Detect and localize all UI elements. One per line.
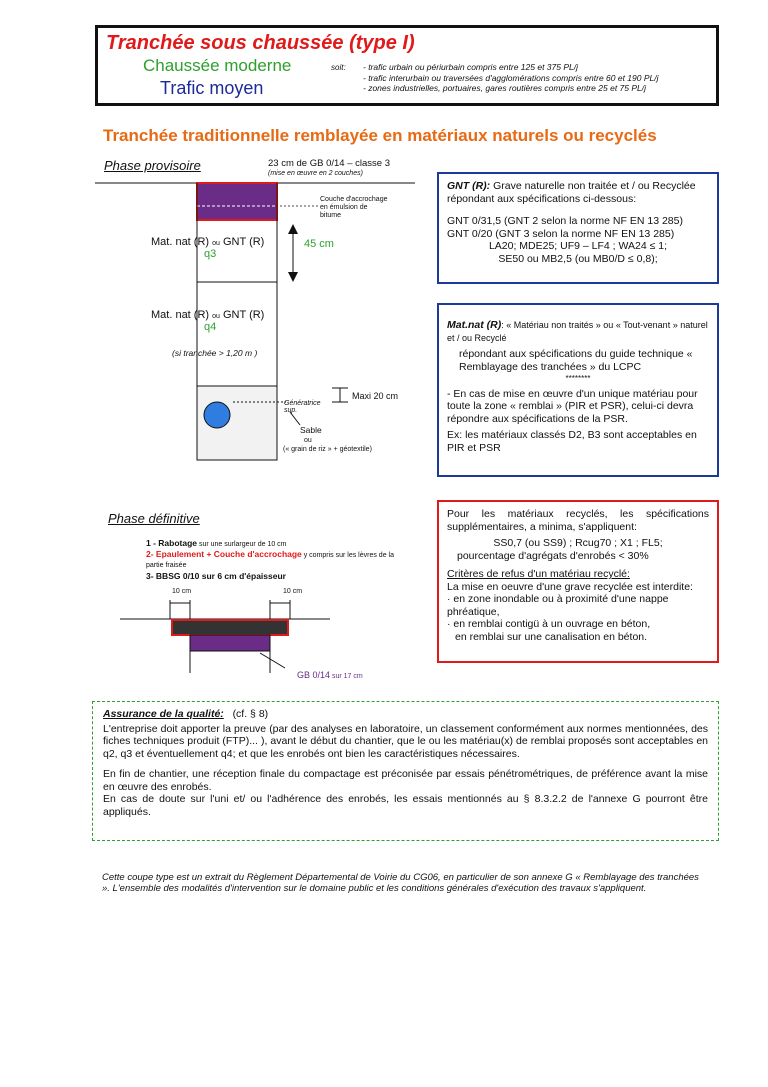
sable-ou: ou [304, 437, 312, 444]
gb-sub: (mise en œuvre en 2 couches) [268, 170, 363, 177]
step-2-text: 2- Epaulement + Couche d'accrochage [146, 549, 302, 559]
header-box [95, 25, 719, 106]
header-line-1: Chaussée moderne [143, 56, 292, 75]
qa-p1: L'entreprise doit apporter la preuve (par des analyses en laboratoire, un classement conformément aux normes mentionnées, des fiches techniques produit (FTP)... ), avant le début du chantier, que le ou les matériau(x) de remblai proposés sont acceptables en q2, q3 et éventuellement q4; et que les enrobés ont bien les caractéristiques nécessaires. [103, 722, 708, 760]
couche-label: Couche d'accrochage en émulsion de bitume [320, 196, 388, 219]
mat-nat: Mat. nat (R) [151, 309, 210, 321]
maxi-label: Maxi 20 cm [352, 391, 399, 401]
phase-definitive-label: Phase définitive [108, 511, 200, 526]
step-1-text: 1 - Rabotage [146, 538, 198, 548]
si-tranchee: (si tranchée > 1,20 m ) [172, 348, 258, 358]
gnt: GNT (R) [223, 309, 265, 321]
qa-ref: (cf. § 8) [232, 708, 269, 720]
step-2 [146, 550, 406, 570]
gb-def-label [297, 670, 363, 680]
header-note: - trafic interurbain ou traversées d'agglomérations compris entre 60 et 190 PL/j [363, 72, 659, 83]
rec-p3: pourcentage d'agrégats d'enrobés < 30% [457, 549, 649, 562]
mat-nat-box [437, 303, 719, 477]
dim-10-right: 10 cm [283, 588, 303, 595]
dim-45: 45 cm [304, 238, 334, 250]
gnt-l3: LA20; MDE25; UF9 – LF4 ; WA24 ≤ 1; [488, 240, 668, 252]
gnt-l4: SE50 ou MB2,5 (ou MB0/D ≤ 0,8); [498, 252, 658, 265]
main-title: Tranchée traditionnelle remblayée en matériaux naturels ou recyclés [103, 126, 657, 145]
trench-diagram-definitive [115, 595, 335, 675]
grain-label: (« grain de riz » + géotextile) [283, 446, 372, 453]
gnt-title: GNT (R): [447, 180, 491, 192]
dim-10-left: 10 cm [172, 588, 192, 595]
step-3: 3- BBSG 0/10 sur 6 cm d'épaisseur [146, 571, 286, 581]
mat-t3: - En cas de mise en œuvre d'un unique matériau pour toute la zone « remblai » (PIR et PSR), celui-ci devra répondre aux spécifications de la PSR. [447, 387, 698, 425]
header-notes [363, 62, 659, 94]
gnt-box [437, 172, 719, 284]
quality-box [92, 701, 719, 841]
gnt-intro: Grave naturelle non traitée et / ou Recyclée répondant aux spécifications ci-dessous: [447, 180, 696, 205]
qa-p2: En fin de chantier, une réception finale du compactage est préconisée par essais pénétrométriques, de préférence avant la mise en œuvre des enrobés. [103, 768, 708, 793]
rec-c1: · en zone inondable ou à proximité d'une nappe phréatique, [447, 593, 669, 618]
footer-note: Cette coupe type est un extrait du Règlement Départemental de Voirie du CG06, en particulier de son annexe G « Remblayage des tranchées ». L'ensemble des modalités d'intervention sur le domaine public et les conditions générales d'exécution des travaux s'appliquent. [102, 872, 699, 894]
recycle-box [437, 500, 719, 663]
header-title: Tranchée sous chaussée (type I) [106, 32, 415, 54]
q4-label: q4 [204, 321, 217, 333]
phase-provisoire-label: Phase provisoire [104, 158, 201, 173]
mat-stars: ******** [565, 374, 591, 383]
step-1-sub: sur une surlargeur de 10 cm [197, 541, 287, 548]
mat-title: Mat.nat (R) [447, 319, 502, 331]
mat-t2: répondant aux spécifications du guide technique « Remblayage des tranchées » du LCPC [459, 348, 693, 373]
rec-c2: · en remblai contigü à un ouvrage en béton, [447, 618, 651, 630]
mat-t4: Ex: les matériaux classés D2, B3 sont acceptables en PIR et PSR [447, 429, 697, 454]
gb-def-text: GB 0/14 [297, 670, 331, 680]
header-note: - trafic urbain ou périurbain compris entre 125 et 375 PL/j [363, 62, 578, 72]
gnt-l1: GNT 0/31,5 (GNT 2 selon la norme NF EN 13 285) [447, 215, 683, 227]
q3-label: q3 [204, 248, 217, 260]
rec-c3: en remblai sur une canalisation en béton. [455, 630, 648, 643]
rec-p2: SS0,7 (ou SS9) ; Rcug70 ; X1 ; FL5; [493, 537, 663, 549]
sable-label: Sable [300, 425, 322, 435]
layer-q4-label [151, 309, 264, 321]
header-note: - zones industrielles, portuaires, gares routières compris entre 25 et 75 PL/j [363, 83, 646, 93]
rec-c0: La mise en oeuvre d'une grave recyclée est interdite: [447, 580, 693, 593]
rec-p1: Pour les matériaux recyclés, les spécifications supplémentaires, a minima, s'appliquent: [447, 508, 709, 533]
ou: ou [212, 240, 220, 247]
qa-p3: En cas de doute sur l'uni et/ ou l'adhérence des enrobés, les essais mentionnés au § 8.3.2.2 de l'annexe G pourront être appliqués. [103, 793, 708, 818]
ou: ou [212, 313, 220, 320]
header-soit: soit: [331, 63, 346, 72]
gnt: GNT (R) [223, 236, 265, 248]
qa-title: Assurance de la qualité: [103, 708, 224, 720]
gb-def-sub: sur 17 cm [330, 673, 363, 680]
header-line-2: Trafic moyen [160, 78, 264, 98]
step-1 [146, 538, 287, 548]
step-2-sub: y compris sur les lèvres de la partie fraisée [146, 552, 394, 569]
layer-q3-label [151, 236, 264, 248]
gb-label: 23 cm de GB 0/14 – classe 3 [268, 158, 390, 169]
mat-nat: Mat. nat (R) [151, 236, 210, 248]
generatrice-label: Génératrice sup. [284, 400, 321, 414]
rec-criteres: Critères de refus d'un matériau recyclé: [447, 568, 630, 580]
mat-t1: : « Matériau non traités » ou « Tout-venant » naturel et / ou Recyclé [447, 320, 708, 343]
gnt-l2: GNT 0/20 (GNT 3 selon la norme NF EN 13 285) [447, 227, 675, 240]
